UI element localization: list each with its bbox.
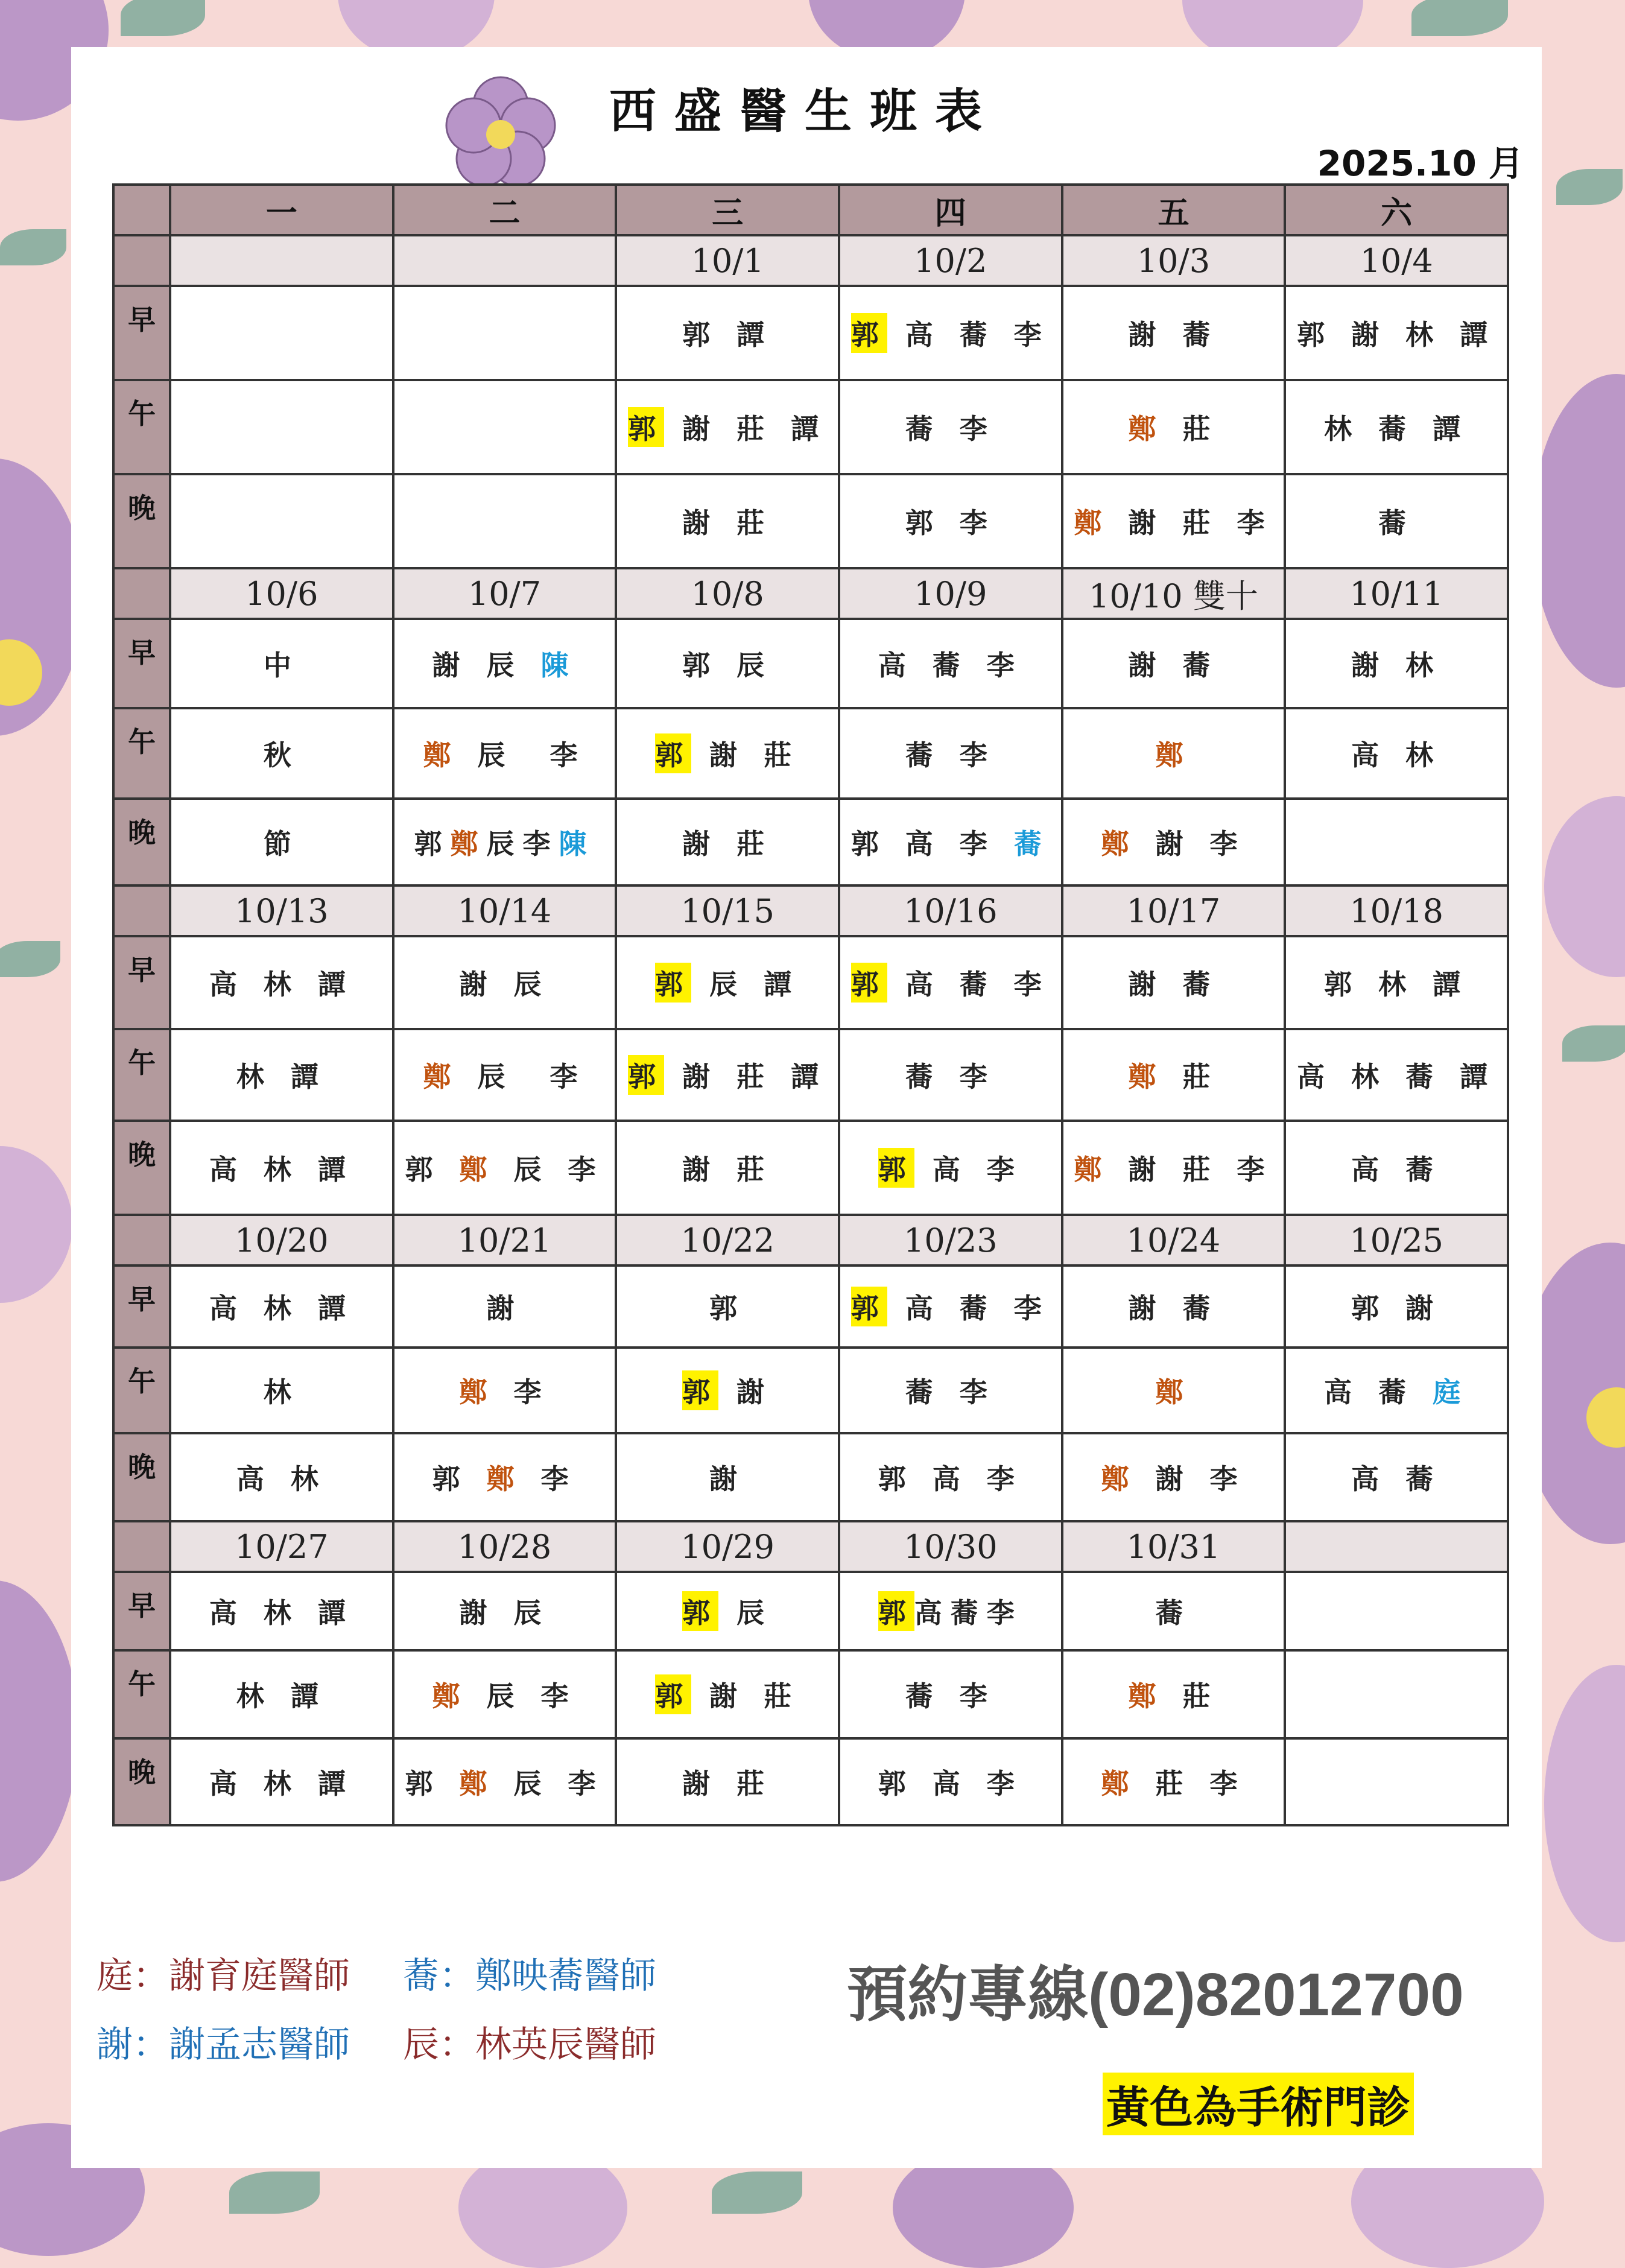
doctor-name: 蕎 李 (905, 413, 996, 445)
month-label: 2025.10 月 (1317, 143, 1524, 184)
doctor-name: 郭 高 李 (851, 828, 1014, 860)
date-cell: 10/10 雙十 (1062, 568, 1285, 619)
doctor-name: 謝 辰 (459, 968, 550, 1001)
date-cell: 10/17 (1062, 885, 1285, 936)
shift-cell (616, 1121, 839, 1215)
shift-cell (839, 1433, 1062, 1521)
slot-label: 晚 (113, 1121, 170, 1215)
shift-cell (839, 936, 1062, 1029)
doctor-name: 辰 (718, 1597, 773, 1629)
shift-cell (1062, 1650, 1285, 1738)
doctor-name: 郭 謝 (1351, 1292, 1442, 1325)
date-cell: 10/27 (170, 1521, 393, 1572)
date-cell: 10/21 (393, 1215, 616, 1265)
shift-cell (393, 1738, 616, 1825)
shift-cell (1062, 1121, 1285, 1215)
doctor-name: 郭 (709, 1292, 746, 1325)
doctor-name: 高 蕎 李 (887, 1292, 1050, 1325)
doctor-name: 謝 莊 譚 (664, 1060, 828, 1093)
shift-cell (1062, 619, 1285, 708)
shift-cell (170, 1121, 393, 1215)
shift-row (113, 1348, 1508, 1433)
date-cell: 10/18 (1285, 885, 1508, 936)
shift-cell (839, 380, 1062, 474)
doctor-name: 謝 李 (1137, 1463, 1246, 1495)
weekday-header-row (113, 185, 1508, 235)
shift-cell (393, 286, 616, 380)
shift-cell (170, 799, 393, 885)
doctor-name: 高 林 (1351, 739, 1442, 771)
shift-cell (1062, 286, 1285, 380)
doctor-name: 郭 (414, 828, 451, 860)
surgery-doctor: 郭 (851, 313, 887, 353)
doctor-name: 高 蕎 李 (887, 318, 1050, 351)
legend-ting: 庭：謝育庭醫師 (97, 1955, 350, 1997)
date-cell: 10/8 (616, 568, 839, 619)
shift-cell (393, 1265, 616, 1348)
doctor-name: 辰李 (486, 828, 559, 860)
date-row (113, 885, 1508, 936)
doctor-name: 鄭 (423, 1060, 460, 1093)
date-cell (393, 235, 616, 286)
date-cell: 10/24 (1062, 1215, 1285, 1265)
date-cell: 10/2 (839, 235, 1062, 286)
shift-cell (170, 708, 393, 799)
doctor-name: 謝 莊 譚 (664, 413, 828, 445)
corner-cell (113, 185, 170, 235)
doctor-name: 蕎 李 (905, 1060, 996, 1093)
shift-cell (393, 1348, 616, 1433)
shift-cell (393, 619, 616, 708)
doctor-name: 鄭 (459, 1153, 496, 1186)
doctor-name: 高 林 (236, 1463, 327, 1495)
date-cell: 10/13 (170, 885, 393, 936)
doctor-name: 鄭 (1101, 1463, 1138, 1495)
shift-cell (616, 619, 839, 708)
shift-row (113, 1029, 1508, 1121)
doctor-name: 辰 李 (459, 739, 586, 771)
date-cell: 10/3 (1062, 235, 1285, 286)
doctor-name: 鄭 (1128, 1680, 1165, 1712)
doctor-name: 謝 莊 (682, 828, 773, 860)
doctor-name: 高 李 (914, 1153, 1023, 1186)
shift-row (113, 1650, 1508, 1738)
shift-cell (170, 1650, 393, 1738)
shift-cell (616, 1029, 839, 1121)
doctor-name: 辰 李 (495, 1767, 604, 1800)
shift-cell (1285, 799, 1508, 885)
shift-cell (839, 1265, 1062, 1348)
date-cell: 10/9 (839, 568, 1062, 619)
doctor-name: 高 林 譚 (209, 968, 354, 1001)
doctor-name: 陳 (559, 828, 595, 860)
slot-label: 早 (113, 1572, 170, 1650)
doctor-name: 鄭 (459, 1376, 496, 1408)
shift-cell (1062, 708, 1285, 799)
date-cell: 10/20 (170, 1215, 393, 1265)
doctor-name: 謝 李 (1137, 828, 1246, 860)
slot-label: 早 (113, 1265, 170, 1348)
shift-cell (839, 474, 1062, 568)
doctor-name: 謝 蕎 (1128, 1292, 1219, 1325)
doctor-name: 高 林 譚 (209, 1597, 354, 1629)
date-row (113, 1521, 1508, 1572)
shift-cell (1285, 936, 1508, 1029)
shift-cell (393, 1121, 616, 1215)
surgery-doctor: 郭 (655, 733, 691, 773)
shift-cell (839, 1121, 1062, 1215)
doctor-name: 辰 譚 (691, 968, 800, 1001)
row-label-cell (113, 1215, 170, 1265)
date-cell: 10/30 (839, 1521, 1062, 1572)
surgery-doctor: 郭 (628, 1055, 664, 1095)
row-label-cell (113, 1521, 170, 1572)
shift-cell (393, 1433, 616, 1521)
shift-cell (170, 936, 393, 1029)
doctor-name: 莊 (1164, 413, 1219, 445)
doctor-name: 蕎 (1155, 1597, 1192, 1629)
date-cell: 10/4 (1285, 235, 1508, 286)
doctor-name: 高 蕎 李 (887, 968, 1050, 1001)
doctor-name: 謝 蕎 (1128, 649, 1219, 682)
doctor-name: 鄭 (1155, 739, 1192, 771)
date-cell: 10/28 (393, 1521, 616, 1572)
doctor-name: 庭 (1433, 1376, 1469, 1408)
date-cell: 10/7 (393, 568, 616, 619)
shift-cell (393, 380, 616, 474)
shift-cell (1285, 708, 1508, 799)
doctor-name: 郭 林 譚 (1324, 968, 1469, 1001)
slot-label: 早 (113, 936, 170, 1029)
doctor-name: 高 林 譚 (209, 1767, 354, 1800)
surgery-doctor: 郭 (628, 407, 664, 447)
shift-cell (1285, 1433, 1508, 1521)
date-cell (1285, 1521, 1508, 1572)
doctor-name: 節 (263, 828, 300, 860)
doctor-name: 鄭 (1101, 828, 1138, 860)
shift-cell (616, 1650, 839, 1738)
shift-cell (839, 619, 1062, 708)
doctor-name: 辰 李 (495, 1153, 604, 1186)
shift-cell (1285, 286, 1508, 380)
shift-cell (616, 1265, 839, 1348)
shift-cell (1285, 1738, 1508, 1825)
doctor-name: 鄭 (1128, 413, 1165, 445)
shift-cell (1062, 1572, 1285, 1650)
shift-cell (616, 1433, 839, 1521)
shift-cell (393, 1650, 616, 1738)
doctor-name: 高 林 譚 (209, 1153, 354, 1186)
shift-cell (393, 799, 616, 885)
doctor-name: 鄭 (423, 739, 460, 771)
shift-cell (616, 1738, 839, 1825)
date-row (113, 568, 1508, 619)
doctor-name: 鄭 (1101, 1767, 1138, 1800)
shift-cell (839, 1348, 1062, 1433)
shift-cell (170, 1572, 393, 1650)
doctor-name: 莊 (1164, 1060, 1219, 1093)
shift-row (113, 1265, 1508, 1348)
shift-cell (170, 380, 393, 474)
shift-cell (170, 1348, 393, 1433)
shift-cell (1062, 1738, 1285, 1825)
shift-row (113, 1121, 1508, 1215)
slot-label: 早 (113, 619, 170, 708)
doctor-name: 謝 莊 (682, 1153, 773, 1186)
shift-cell (839, 1572, 1062, 1650)
shift-cell (393, 1572, 616, 1650)
shift-cell (170, 474, 393, 568)
weekday-header: 二 (393, 185, 616, 235)
doctor-name: 郭 (405, 1153, 460, 1186)
weekday-header: 三 (616, 185, 839, 235)
shift-cell (170, 1265, 393, 1348)
shift-cell (839, 708, 1062, 799)
doctor-name: 郭 (432, 1463, 487, 1495)
shift-row (113, 380, 1508, 474)
shift-row (113, 936, 1508, 1029)
booking-phone: 預約專線(02)82012700 (847, 1961, 1464, 2029)
date-row (113, 235, 1508, 286)
doctor-name: 鄭 (459, 1767, 496, 1800)
doctor-name: 莊 李 (1137, 1767, 1246, 1800)
doctor-name: 辰 李 (468, 1680, 577, 1712)
doctor-name: 秋 (263, 739, 300, 771)
legend-qiao: 蕎：鄭映蕎醫師 (403, 1955, 656, 1997)
doctor-name: 謝 (486, 1292, 523, 1325)
surgery-doctor: 郭 (655, 963, 691, 1003)
shift-row (113, 1572, 1508, 1650)
doctor-name: 謝 莊 (691, 1680, 800, 1712)
shift-cell (616, 708, 839, 799)
surgery-doctor: 郭 (878, 1591, 914, 1631)
shift-row (113, 708, 1508, 799)
surgery-doctor: 郭 (851, 1287, 887, 1326)
legend-chen: 辰：林英辰醫師 (403, 2024, 656, 2066)
shift-cell (839, 1029, 1062, 1121)
shift-cell (616, 286, 839, 380)
doctor-name: 郭 謝 林 譚 (1297, 318, 1497, 351)
page-title: 西盛醫生班表 (609, 84, 1001, 139)
surgery-doctor: 郭 (851, 963, 887, 1003)
surgery-note: 黃色為手術門診 (1103, 2073, 1414, 2135)
slot-label: 午 (113, 1348, 170, 1433)
shift-cell (616, 1572, 839, 1650)
date-cell: 10/31 (1062, 1521, 1285, 1572)
shift-cell (839, 1650, 1062, 1738)
shift-cell (1285, 1265, 1508, 1348)
date-cell: 10/22 (616, 1215, 839, 1265)
doctor-name: 蕎 李 (905, 1680, 996, 1712)
shift-row (113, 799, 1508, 885)
doctor-name: 李 (522, 1463, 577, 1495)
doctor-name: 鄭 (1074, 1153, 1110, 1186)
slot-label: 晚 (113, 1433, 170, 1521)
date-cell: 10/1 (616, 235, 839, 286)
shift-cell (616, 474, 839, 568)
doctor-name: 鄭 (1155, 1376, 1192, 1408)
doctor-name: 辰 李 (459, 1060, 586, 1093)
doctor-name: 鄭 (1074, 507, 1110, 539)
schedule-table (112, 183, 1509, 1826)
weekday-header: 六 (1285, 185, 1508, 235)
slot-label: 晚 (113, 1738, 170, 1825)
row-label-cell (113, 568, 170, 619)
slot-label: 早 (113, 286, 170, 380)
shift-row (113, 474, 1508, 568)
doctor-name: 蕎 (1013, 828, 1050, 860)
doctor-name: 蕎 (1378, 507, 1415, 539)
shift-cell (616, 1348, 839, 1433)
doctor-name: 中 (263, 649, 300, 682)
slot-label: 午 (113, 1650, 170, 1738)
doctor-name: 林 (263, 1376, 300, 1408)
doctor-name: 鄭 (432, 1680, 469, 1712)
date-cell: 10/16 (839, 885, 1062, 936)
shift-cell (170, 1029, 393, 1121)
date-cell: 10/11 (1285, 568, 1508, 619)
doctor-name: 鄭 (1128, 1060, 1165, 1093)
doctor-name: 郭 (405, 1767, 460, 1800)
doctor-name: 郭 李 (905, 507, 996, 539)
shift-cell (839, 286, 1062, 380)
shift-cell (170, 1738, 393, 1825)
shift-cell (839, 799, 1062, 885)
surgery-doctor: 郭 (682, 1591, 718, 1631)
doctor-name: 郭 譚 (682, 318, 773, 351)
weekday-header: 四 (839, 185, 1062, 235)
weekday-header: 一 (170, 185, 393, 235)
doctor-name: 李 (495, 1376, 550, 1408)
doctor-name: 謝 蕎 (1128, 318, 1219, 351)
doctor-name: 莊 (1164, 1680, 1219, 1712)
doctor-name: 謝 莊 李 (1110, 1153, 1273, 1186)
shift-cell (393, 936, 616, 1029)
slot-label: 午 (113, 1029, 170, 1121)
row-label-cell (113, 235, 170, 286)
surgery-doctor: 郭 (682, 1370, 718, 1410)
shift-cell (1062, 799, 1285, 885)
doctor-name: 謝 (709, 1463, 746, 1495)
doctor-name: 高 蕎 李 (878, 649, 1023, 682)
shift-cell (616, 799, 839, 885)
shift-cell (170, 619, 393, 708)
shift-row (113, 286, 1508, 380)
doctor-name: 高 蕎 (1351, 1463, 1442, 1495)
date-cell: 10/29 (616, 1521, 839, 1572)
doctor-name: 謝 蕎 (1128, 968, 1219, 1001)
shift-cell (1062, 380, 1285, 474)
slot-label: 晚 (113, 474, 170, 568)
doctor-name: 謝 莊 (691, 739, 800, 771)
doctor-name: 郭 辰 (682, 649, 773, 682)
shift-cell (170, 286, 393, 380)
shift-cell (1285, 1348, 1508, 1433)
shift-cell (1285, 474, 1508, 568)
shift-cell (393, 708, 616, 799)
shift-cell (1062, 1348, 1285, 1433)
shift-cell (616, 380, 839, 474)
shift-cell (1285, 1029, 1508, 1121)
shift-cell (1285, 1650, 1508, 1738)
shift-cell (170, 1433, 393, 1521)
doctor-name: 謝 莊 (682, 1767, 773, 1800)
doctor-name: 郭 高 李 (878, 1463, 1023, 1495)
shift-cell (1285, 1121, 1508, 1215)
doctor-name: 蕎 李 (905, 739, 996, 771)
date-row (113, 1215, 1508, 1265)
doctor-name: 謝 辰 (459, 1597, 550, 1629)
legend-xie: 謝：謝孟志醫師 (97, 2024, 350, 2066)
shift-cell (1062, 936, 1285, 1029)
shift-cell (616, 936, 839, 1029)
date-cell: 10/6 (170, 568, 393, 619)
flower-icon (440, 71, 561, 192)
doctor-name: 高 林 譚 (209, 1292, 354, 1325)
doctor-name: 郭 高 李 (878, 1767, 1023, 1800)
doctor-name: 鄭 (450, 828, 487, 860)
row-label-cell (113, 885, 170, 936)
slot-label: 午 (113, 708, 170, 799)
doctor-name: 謝 (718, 1376, 773, 1408)
surgery-doctor: 郭 (878, 1148, 914, 1188)
slot-label: 午 (113, 380, 170, 474)
shift-cell (1285, 380, 1508, 474)
doctor-name: 蕎 李 (905, 1376, 996, 1408)
shift-cell (1285, 619, 1508, 708)
shift-row (113, 1738, 1508, 1825)
shift-cell (1062, 474, 1285, 568)
shift-cell (1062, 1029, 1285, 1121)
doctor-name: 高 林 蕎 譚 (1297, 1060, 1497, 1093)
date-cell: 10/23 (839, 1215, 1062, 1265)
shift-cell (393, 474, 616, 568)
shift-cell (839, 1738, 1062, 1825)
doctor-name: 謝 辰 (432, 649, 541, 682)
shift-cell (1062, 1265, 1285, 1348)
doctor-name: 謝 莊 李 (1110, 507, 1273, 539)
doctor-name: 鄭 (486, 1463, 523, 1495)
date-cell (170, 235, 393, 286)
doctor-name: 陳 (540, 649, 577, 682)
doctor-name: 林 譚 (236, 1060, 327, 1093)
doctor-name: 林 蕎 譚 (1324, 413, 1469, 445)
date-cell: 10/15 (616, 885, 839, 936)
doctor-name: 謝 林 (1351, 649, 1442, 682)
slot-label: 晚 (113, 799, 170, 885)
shift-row (113, 1433, 1508, 1521)
doctor-name: 高 蕎 (1324, 1376, 1433, 1408)
shift-cell (1062, 1433, 1285, 1521)
doctor-name: 高 蕎 (1351, 1153, 1442, 1186)
surgery-doctor: 郭 (655, 1674, 691, 1714)
weekday-header: 五 (1062, 185, 1285, 235)
shift-cell (1285, 1572, 1508, 1650)
date-cell: 10/25 (1285, 1215, 1508, 1265)
doctor-name: 高蕎李 (914, 1597, 1023, 1629)
doctor-name: 謝 莊 (682, 507, 773, 539)
shift-cell (393, 1029, 616, 1121)
shift-row (113, 619, 1508, 708)
date-cell: 10/14 (393, 885, 616, 936)
doctor-name: 林 譚 (236, 1680, 327, 1712)
